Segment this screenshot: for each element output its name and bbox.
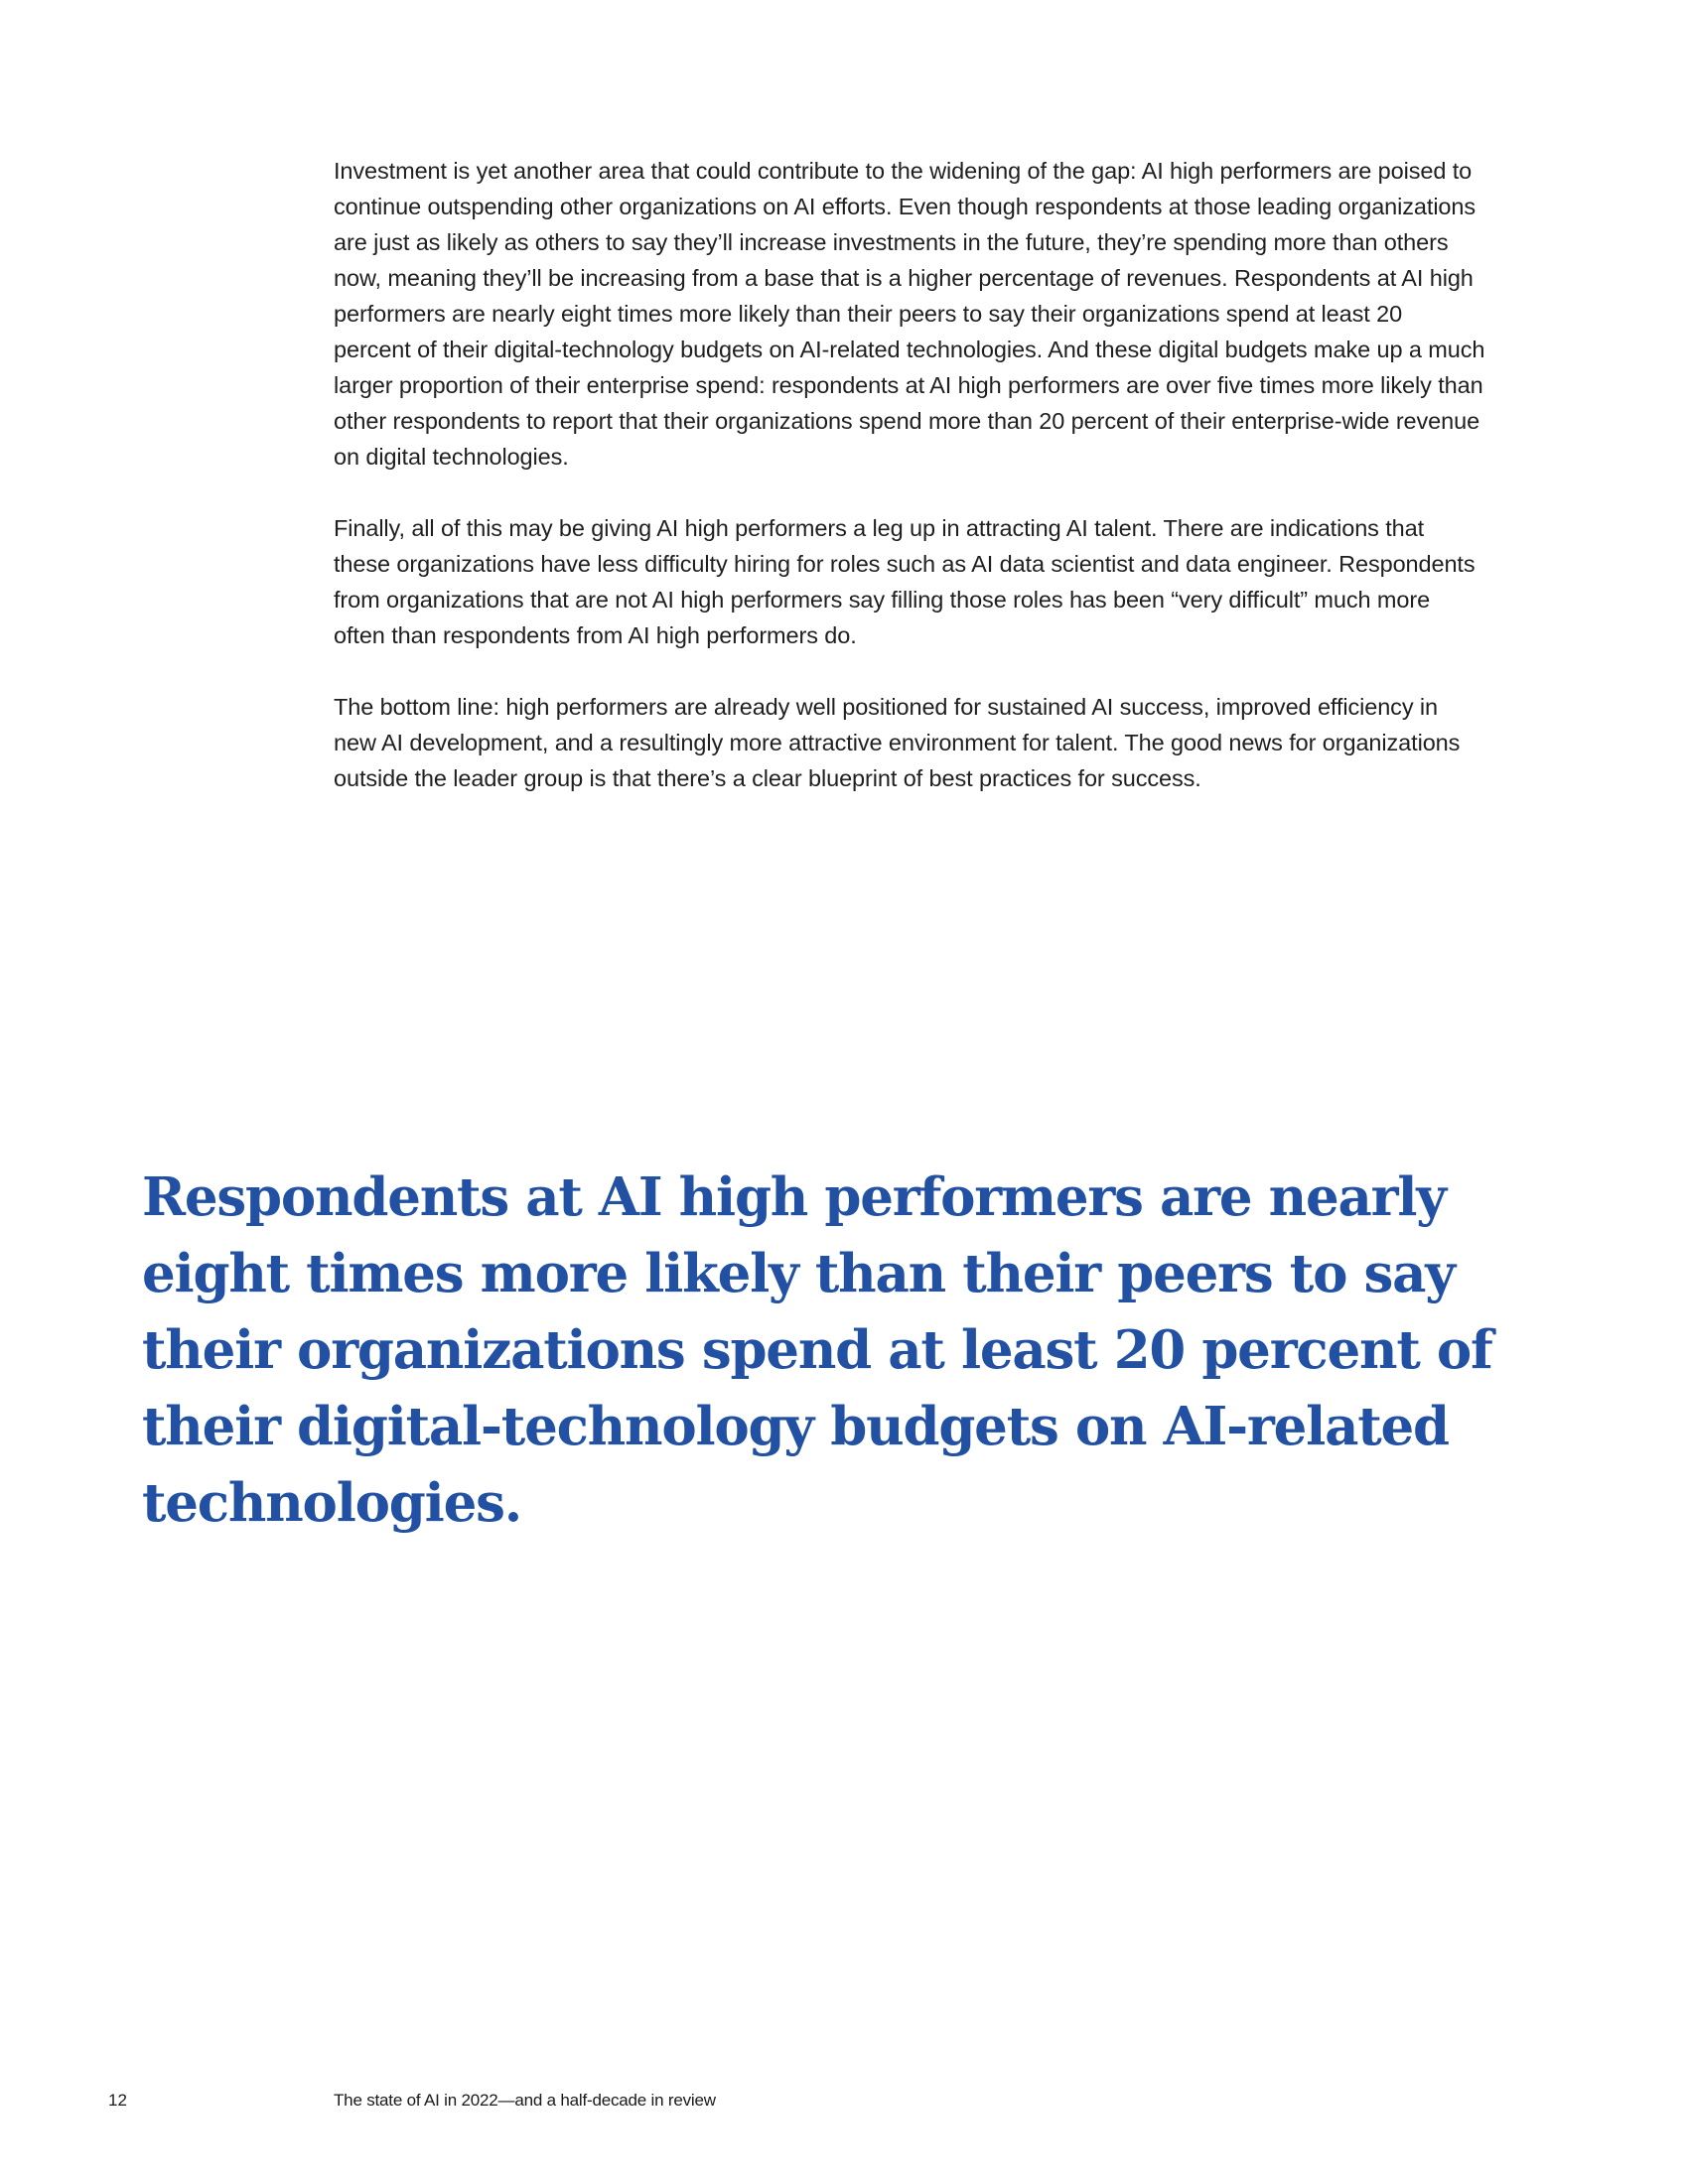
page-footer xyxy=(0,2091,1688,2115)
paragraph-investment: Investment is yet another area that could contribute to the widening of the gap: AI high performers are poised to continue outspending other organizations on AI efforts. Even though respondents at those leading organizations are just as likely as others to say they’ll increase investments in the future, they’re spending more than others now, meaning they’ll be increasing from a base that is a higher percentage of revenues. Respondents at AI high performers are nearly eight times more likely than their peers to say their organizations spend at least 20 percent of their digital-technology budgets on AI-related technologies. And these digital budgets make up a much larger proportion of their enterprise spend: respondents at AI high performers are over five times more likely than other respondents to report that their organizations spend more than 20 percent of their enterprise-wide revenue on digital technologies. xyxy=(334,158,1485,470)
page-number: 12 xyxy=(108,2091,127,2110)
paragraph-talent: Finally, all of this may be giving AI high performers a leg up in attracting AI talent. There are indications that these organizations have less difficulty hiring for roles such as AI data scientist and data engineer. Respondents from organizations that are not AI high performers say filling those roles has been “very difficult” much more often than respondents from AI high performers do. xyxy=(334,515,1476,648)
body-text xyxy=(334,153,1485,832)
pull-quote: Respondents at AI high performers are nearly eight times more likely than their peers to say their organizations spend at least 20 percent of their digital-technology budgets on AI-related technologies. xyxy=(142,1166,1492,1534)
paragraph-bottom-line: The bottom line: high performers are already well positioned for sustained AI success, improved efficiency in new AI development, and a resultingly more attractive environment for talent. The good news for organizations outside the leader group is that there’s a clear blueprint of best practices for success. xyxy=(334,694,1461,791)
running-title: The state of AI in 2022—and a half-decade in review xyxy=(334,2091,716,2110)
